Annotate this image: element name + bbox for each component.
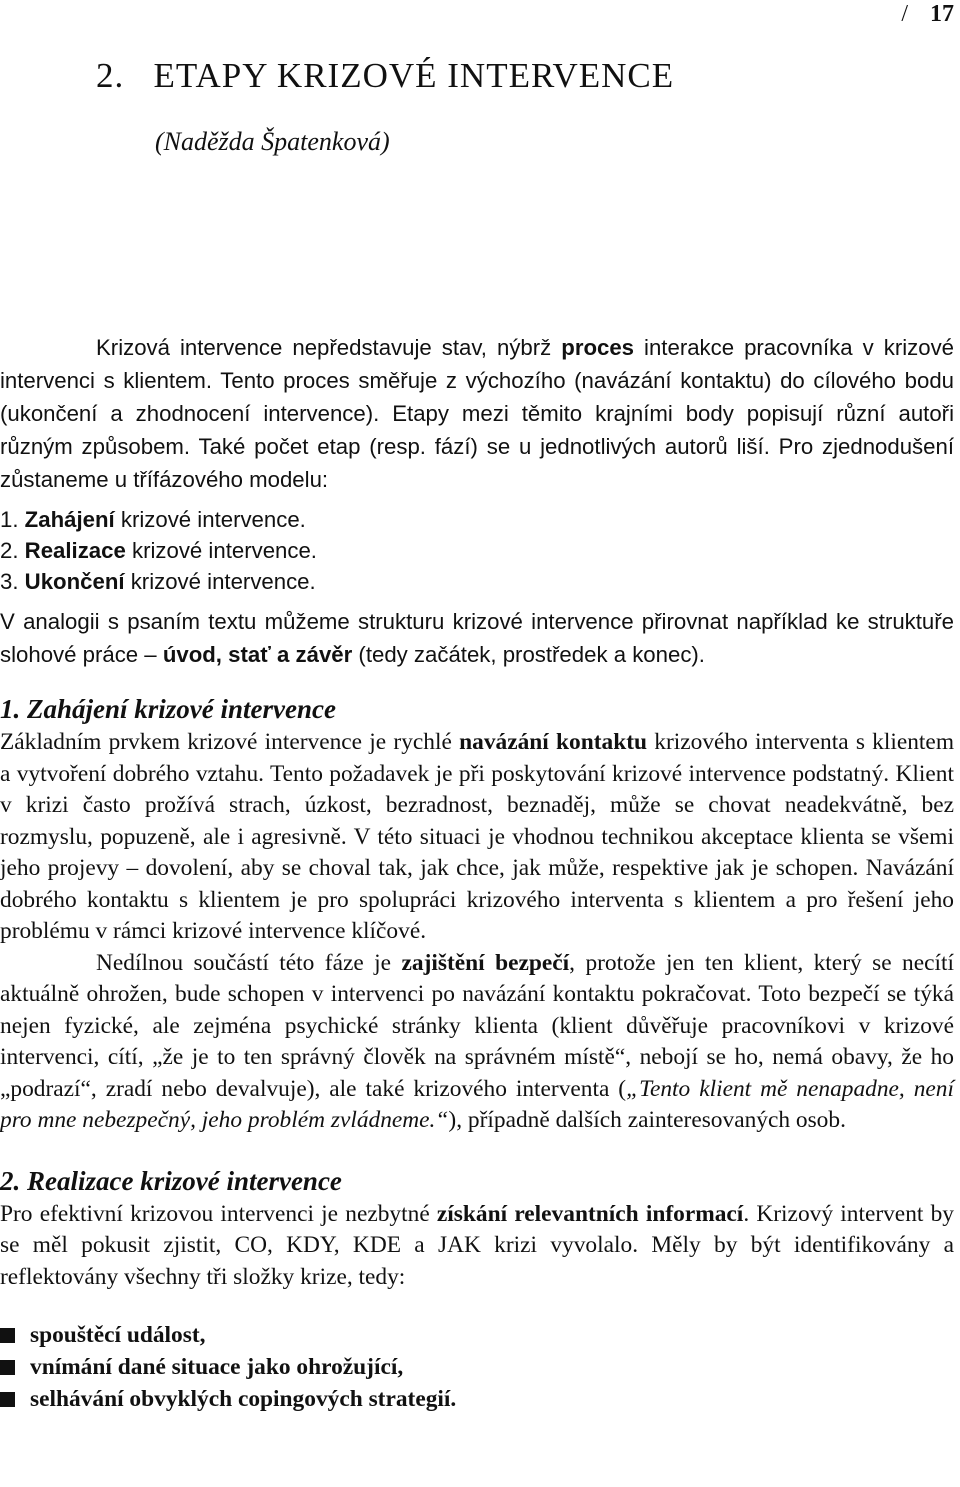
phase-name: Ukončení [24,569,125,594]
bullet-text: vnímání dané situace jako ohrožující, [30,1354,404,1380]
phase-list-item [0,504,954,535]
phase-rest: krizové intervence. [124,569,316,594]
s2-p1-text-a: Pro efektivní krizovou intervenci je nezbytné [0,1200,437,1227]
bullet-text: spouštěcí událost, [30,1322,206,1348]
bullet-text: selhávání obvyklých copingových strategií. [30,1386,457,1412]
phase-rest: krizové intervence. [125,538,317,563]
phase-num: 2. [0,538,25,563]
bullet-item [0,1383,954,1415]
intro-p2-text-a: V analogii s psaním textu můžeme strukturu krizové intervence přirovnat například ke struktuře slohové práce – [0,609,954,667]
page-content [0,331,954,1415]
phase-num: 1. [0,507,25,532]
s1-p2-bold: zajištění bezpečí [401,949,570,976]
phase-num: 3. [0,569,25,594]
bullet-item [0,1319,954,1351]
intro-paragraph-2 [0,605,954,671]
page-number-value: 17 [930,1,954,27]
s1-p1-text-b: krizového interventa s klientem a vytvoření dobrého vztahu. Tento požadavek je při poskytování krizové intervence podstatný. Klient v krizi často prožívá strach, úzkost, bezradnost, beznaděj, může se chovat neadekvátně, bez rozmyslu, popuzeně, ale i agresivně. V této situaci je vhodnou technikou akceptace klienta se všemi jeho projevy – dovolení, aby se choval tak, jak chce, jak může, respektive jak je schopen. Navázání dobrého kontaktu s klientem je pro spolupráci krizového interventa s klientem a pro řešení jeho problému v rámci krizové intervence klíčové. [0,729,955,944]
intro-p2-text-b: (tedy začátek, prostředek a konec). [352,642,705,667]
s1-p1-text-a: Základním prvkem krizové intervence je rychlé [0,729,460,755]
s1-p1-bold: navázání kontaktu [459,729,648,755]
phase-list-item [0,566,954,597]
phase-list-item [0,535,954,566]
intro-p1-text-b: interakce pracovníka v krizové intervenci s klientem. Tento proces směřuje z výchozího (navázání kontaktu) do cílového bodu (ukončení a zhodnocení intervence). Etapy mezi těmito krajními body popisují různí autoři různým způsobem. Také počet etap (resp. fází) se u jednotlivých autorů liší. Pro zjednodušení zůstaneme u třífázového modelu: [0,335,955,492]
s2-p1-bold: získání relevantních informací [436,1200,744,1227]
page-number-slash: / [901,1,908,27]
chapter-title: 2. ETAPY KRIZOVÉ INTERVENCE [96,56,675,95]
intro-p1-bold: proces [561,335,635,360]
chapter-author: (Naděžda Špatenková) [155,127,390,156]
section-1-paragraph-1 [0,727,954,948]
s1-p2-text-a: Nedílnou součástí této fáze je [96,949,402,976]
intro-p2-bold: úvod, stať a závěr [162,642,353,667]
phase-name: Zahájení [24,507,115,532]
square-bullet-icon [0,1392,15,1407]
section-1-paragraph-2 [0,948,954,1137]
square-bullet-icon [0,1328,15,1343]
s1-p2-quote: „Tento klient mě nenapadne, není pro mne nebezpečný, jeho problém zvládneme.“ [0,1075,954,1133]
s2-p1-text-b: . Krizový intervent by se měl pokusit zjistit, CO, KDY, KDE a JAK krizi vyvolalo. Měly by být identifikovány a reflektovány všechny tři složky krize, tedy: [0,1200,954,1290]
page-number [901,0,954,28]
square-bullet-icon [0,1360,15,1375]
section-1-heading: 1. Zahájení krizové intervence [0,694,336,724]
intro-p1-text-a: Krizová intervence nepředstavuje stav, nýbrž [96,335,562,360]
bullet-item [0,1351,954,1383]
phase-list [0,504,954,597]
phase-rest: krizové intervence. [114,507,306,532]
crisis-components-list [0,1319,954,1415]
phase-name: Realizace [24,538,126,563]
section-2-paragraph-1 [0,1199,954,1294]
s1-p2-text-b: , protože jen ten klient, který se necítí aktuálně ohrožen, bude schopen v intervenci po navázání kontaktu pokračovat. Toto bezpečí se týká nejen fyzické, ale zejména psychické stránky klienta (klient důvěřuje pracovníkovi v krizové intervenci, cítí, „že je to ten správný člověk na správném místě“, nebojí se ho, nemá obavy, že ho „podrazí“, zradí nebo devalvuje), ale také krizového interventa ( [0,949,954,1102]
intro-paragraph-1 [0,331,954,496]
s1-p2-text-c: ), případně dalších zainteresovaných osob. [448,1107,846,1133]
section-2-heading: 2. Realizace krizové intervence [0,1165,342,1196]
